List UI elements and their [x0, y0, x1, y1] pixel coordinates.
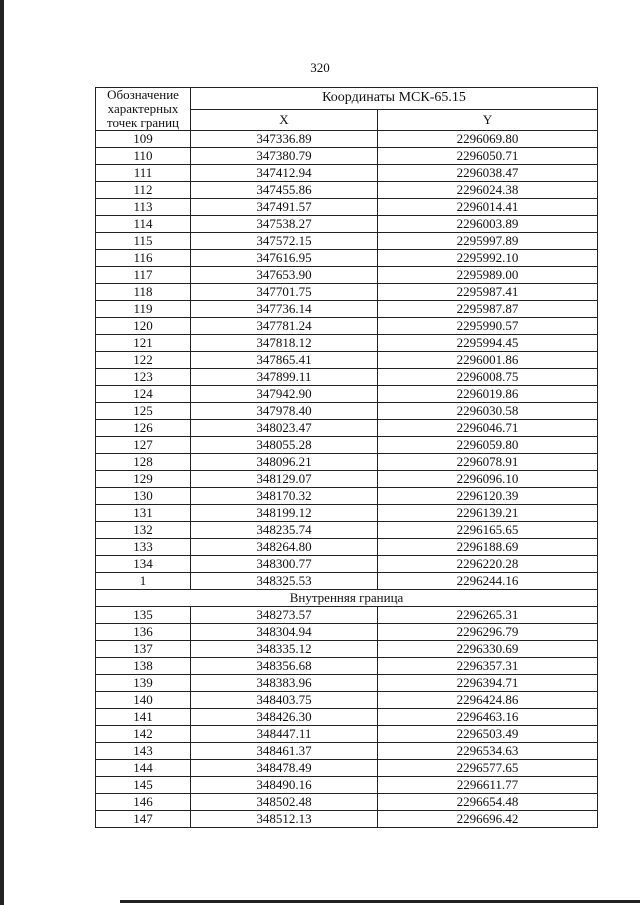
y-cell: 2296024.38 — [378, 182, 598, 199]
y-cell: 2296008.75 — [378, 369, 598, 386]
point-cell: 135 — [96, 607, 191, 624]
table-row — [96, 743, 598, 760]
table-row — [96, 165, 598, 182]
x-cell: 348300.77 — [191, 556, 378, 573]
x-cell: 348325.53 — [191, 573, 378, 590]
y-cell: 2296014.41 — [378, 199, 598, 216]
y-cell: 2296611.77 — [378, 777, 598, 794]
point-cell: 126 — [96, 420, 191, 437]
outer-boundary-rows — [96, 131, 598, 590]
x-cell: 347978.40 — [191, 403, 378, 420]
x-cell: 347653.90 — [191, 267, 378, 284]
y-cell: 2296503.49 — [378, 726, 598, 743]
table-row — [96, 505, 598, 522]
y-cell: 2296330.69 — [378, 641, 598, 658]
point-cell: 140 — [96, 692, 191, 709]
point-cell: 144 — [96, 760, 191, 777]
x-cell: 348512.13 — [191, 811, 378, 828]
y-cell: 2295994.45 — [378, 335, 598, 352]
table-row — [96, 624, 598, 641]
table-row — [96, 148, 598, 165]
y-cell: 2296139.21 — [378, 505, 598, 522]
page-edge-bottom — [120, 900, 640, 903]
x-cell: 348170.32 — [191, 488, 378, 505]
table-row — [96, 607, 598, 624]
y-cell: 2295987.41 — [378, 284, 598, 301]
x-cell: 347865.41 — [191, 352, 378, 369]
y-cell: 2296265.31 — [378, 607, 598, 624]
y-cell: 2296046.71 — [378, 420, 598, 437]
y-cell: 2296357.31 — [378, 658, 598, 675]
table-row — [96, 573, 598, 590]
table-row — [96, 539, 598, 556]
x-cell: 348304.94 — [191, 624, 378, 641]
point-cell: 109 — [96, 131, 191, 148]
point-cell: 112 — [96, 182, 191, 199]
x-cell: 348129.07 — [191, 471, 378, 488]
point-cell: 117 — [96, 267, 191, 284]
x-column-header: X — [191, 109, 378, 131]
table-row — [96, 709, 598, 726]
y-cell: 2296019.86 — [378, 386, 598, 403]
table-row — [96, 488, 598, 505]
y-cell: 2295997.89 — [378, 233, 598, 250]
y-cell: 2296244.16 — [378, 573, 598, 590]
table-row — [96, 131, 598, 148]
x-cell: 347701.75 — [191, 284, 378, 301]
x-cell: 348447.11 — [191, 726, 378, 743]
table-row — [96, 794, 598, 811]
y-cell: 2296165.65 — [378, 522, 598, 539]
table-row — [96, 675, 598, 692]
y-cell: 2296096.10 — [378, 471, 598, 488]
point-cell: 111 — [96, 165, 191, 182]
y-cell: 2296577.65 — [378, 760, 598, 777]
table-row — [96, 199, 598, 216]
point-cell: 122 — [96, 352, 191, 369]
point-cell: 143 — [96, 743, 191, 760]
point-cell: 132 — [96, 522, 191, 539]
coordinates-table — [95, 87, 598, 828]
point-cell: 123 — [96, 369, 191, 386]
y-cell: 2296059.80 — [378, 437, 598, 454]
table-row — [96, 403, 598, 420]
point-cell: 128 — [96, 454, 191, 471]
table-row — [96, 471, 598, 488]
y-cell: 2296394.71 — [378, 675, 598, 692]
x-cell: 348199.12 — [191, 505, 378, 522]
table-row — [96, 250, 598, 267]
table-row — [96, 760, 598, 777]
point-cell: 124 — [96, 386, 191, 403]
x-cell: 347455.86 — [191, 182, 378, 199]
table-row — [96, 386, 598, 403]
point-cell: 120 — [96, 318, 191, 335]
point-cell: 146 — [96, 794, 191, 811]
point-cell: 118 — [96, 284, 191, 301]
table-row — [96, 454, 598, 471]
point-cell: 130 — [96, 488, 191, 505]
table-row — [96, 437, 598, 454]
point-cell: 110 — [96, 148, 191, 165]
table-row — [96, 641, 598, 658]
y-cell: 2296069.80 — [378, 131, 598, 148]
x-cell: 348023.47 — [191, 420, 378, 437]
x-cell: 347818.12 — [191, 335, 378, 352]
point-cell: 113 — [96, 199, 191, 216]
y-cell: 2296120.39 — [378, 488, 598, 505]
table-row — [96, 658, 598, 675]
x-cell: 348461.37 — [191, 743, 378, 760]
x-cell: 348356.68 — [191, 658, 378, 675]
table-row — [96, 335, 598, 352]
point-cell: 136 — [96, 624, 191, 641]
table-row — [96, 318, 598, 335]
y-cell: 2296050.71 — [378, 148, 598, 165]
table-row — [96, 777, 598, 794]
table-row — [96, 692, 598, 709]
y-cell: 2296424.86 — [378, 692, 598, 709]
x-cell: 347572.15 — [191, 233, 378, 250]
section-divider — [96, 590, 598, 607]
point-cell: 119 — [96, 301, 191, 318]
coordinates-group-header: Координаты МСК-65.15 — [191, 88, 598, 110]
y-cell: 2296534.63 — [378, 743, 598, 760]
x-cell: 347336.89 — [191, 131, 378, 148]
inner-boundary-rows — [96, 607, 598, 828]
x-cell: 348235.74 — [191, 522, 378, 539]
page-number: 320 — [310, 60, 330, 75]
y-cell: 2296296.79 — [378, 624, 598, 641]
x-cell: 347899.11 — [191, 369, 378, 386]
table-row — [96, 420, 598, 437]
x-cell: 348490.16 — [191, 777, 378, 794]
x-cell: 348264.80 — [191, 539, 378, 556]
y-cell: 2296220.28 — [378, 556, 598, 573]
point-cell: 114 — [96, 216, 191, 233]
point-cell: 121 — [96, 335, 191, 352]
x-cell: 348335.12 — [191, 641, 378, 658]
x-cell: 348096.21 — [191, 454, 378, 471]
table-row — [96, 233, 598, 250]
y-cell: 2296078.91 — [378, 454, 598, 471]
y-cell: 2296463.16 — [378, 709, 598, 726]
point-cell: 125 — [96, 403, 191, 420]
point-cell: 137 — [96, 641, 191, 658]
point-cell: 141 — [96, 709, 191, 726]
table-row — [96, 369, 598, 386]
point-cell: 133 — [96, 539, 191, 556]
x-cell: 348403.75 — [191, 692, 378, 709]
point-cell: 115 — [96, 233, 191, 250]
y-cell: 2296188.69 — [378, 539, 598, 556]
point-cell: 127 — [96, 437, 191, 454]
table-row — [96, 726, 598, 743]
table-row — [96, 267, 598, 284]
point-cell: 145 — [96, 777, 191, 794]
y-cell: 2296030.58 — [378, 403, 598, 420]
page-edge-left — [0, 0, 4, 905]
y-cell: 2296654.48 — [378, 794, 598, 811]
table-row — [96, 182, 598, 199]
y-cell: 2296696.42 — [378, 811, 598, 828]
x-cell: 347380.79 — [191, 148, 378, 165]
x-cell: 348502.48 — [191, 794, 378, 811]
point-cell: 139 — [96, 675, 191, 692]
table-row — [96, 216, 598, 233]
point-cell: 138 — [96, 658, 191, 675]
y-cell: 2296001.86 — [378, 352, 598, 369]
y-cell: 2295992.10 — [378, 250, 598, 267]
point-cell: 142 — [96, 726, 191, 743]
point-cell: 1 — [96, 573, 191, 590]
x-cell: 347942.90 — [191, 386, 378, 403]
table-row — [96, 301, 598, 318]
table-row — [96, 284, 598, 301]
y-cell: 2296003.89 — [378, 216, 598, 233]
x-cell: 348273.57 — [191, 607, 378, 624]
x-cell: 347736.14 — [191, 301, 378, 318]
point-cell: 134 — [96, 556, 191, 573]
x-cell: 348383.96 — [191, 675, 378, 692]
x-cell: 348055.28 — [191, 437, 378, 454]
x-cell: 348426.30 — [191, 709, 378, 726]
section-label: Внутренняя граница — [96, 590, 598, 607]
y-column-header: Y — [378, 109, 598, 131]
y-cell: 2295987.87 — [378, 301, 598, 318]
point-label-header: Обозначение характерных точек границ — [96, 88, 191, 131]
x-cell: 347538.27 — [191, 216, 378, 233]
y-cell: 2296038.47 — [378, 165, 598, 182]
point-cell: 116 — [96, 250, 191, 267]
point-cell: 129 — [96, 471, 191, 488]
x-cell: 347781.24 — [191, 318, 378, 335]
x-cell: 347616.95 — [191, 250, 378, 267]
table-row — [96, 522, 598, 539]
x-cell: 347491.57 — [191, 199, 378, 216]
x-cell: 348478.49 — [191, 760, 378, 777]
point-cell: 131 — [96, 505, 191, 522]
table-row — [96, 352, 598, 369]
y-cell: 2295990.57 — [378, 318, 598, 335]
y-cell: 2295989.00 — [378, 267, 598, 284]
x-cell: 347412.94 — [191, 165, 378, 182]
point-cell: 147 — [96, 811, 191, 828]
table-row — [96, 556, 598, 573]
table-row — [96, 811, 598, 828]
